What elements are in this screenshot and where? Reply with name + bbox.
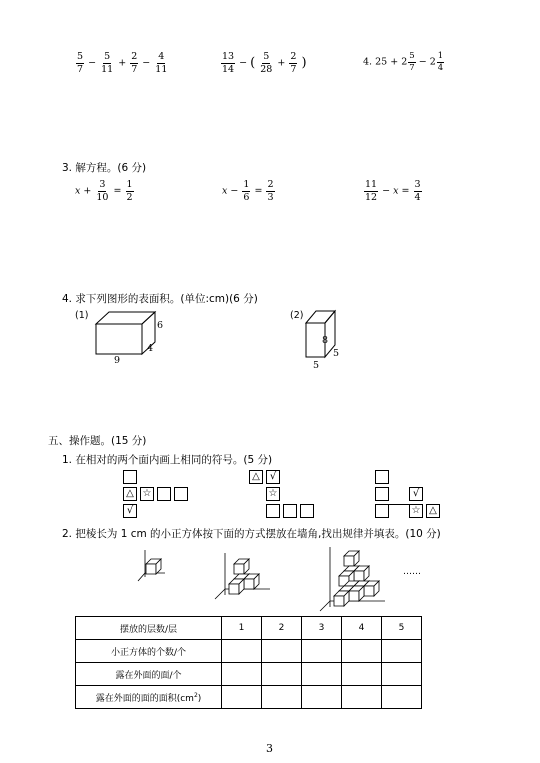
calc-expression-1: $\frac{5}{7}$ − $\frac{5}{11}$ + $\frac{2}{7}$ − $\frac{4}{11}$ (77, 51, 168, 75)
figure-1-width-label: 9 (114, 355, 121, 366)
operation-question-1-title: 1. 在相对的两个面内画上相同的符号。(5 分) (62, 454, 273, 466)
answer-cell[interactable] (302, 686, 342, 709)
equation-3: $\frac{11}{12}$ − x = $\frac{3}{4}$ (365, 179, 421, 203)
net-cell[interactable]: △ (426, 504, 440, 518)
section-5-title: 五、操作题。(15 分) (48, 435, 147, 447)
net-cell[interactable]: √ (266, 470, 280, 484)
cube-stack-figures (130, 545, 430, 615)
figure-1-height-label: 6 (157, 320, 164, 331)
answer-cell[interactable] (382, 686, 422, 709)
net-cell[interactable]: ☆ (140, 487, 154, 501)
net-cell (123, 470, 137, 484)
answer-cell[interactable] (262, 663, 302, 686)
net-cell[interactable]: √ (123, 504, 137, 518)
row-label: 小正方体的个数/个 (76, 640, 222, 663)
answer-cell[interactable] (342, 663, 382, 686)
table-header-cell: 2 (262, 617, 302, 640)
calc-expression-3: 4. 25 + 2 $\frac{5}{7}$ − 2 $\frac{1}{4}$ (363, 51, 444, 73)
net-cell[interactable] (266, 504, 280, 518)
net-cell[interactable] (174, 487, 188, 501)
table-row (76, 686, 422, 709)
answer-cell[interactable] (222, 640, 262, 663)
answer-cell[interactable] (382, 640, 422, 663)
net-cell[interactable] (375, 504, 389, 518)
net-cell[interactable] (300, 504, 314, 518)
net-cell[interactable] (375, 487, 389, 501)
calc-expression-2: $\frac{13}{14}$ − ( $\frac{5}{28}$ + $\frac{2}{7}$ ) (222, 51, 307, 75)
net-cell[interactable]: △ (123, 487, 137, 501)
row-label: 露在外面的面的面积$(cm^2)$ (76, 686, 222, 709)
figure-2-depth-label: 5 (333, 348, 340, 359)
cube-stack-1 (138, 550, 165, 581)
figure-1-label: (1) (75, 310, 89, 321)
equation-1: x + $\frac{3}{10}$ = $\frac{1}{2}$ (75, 179, 133, 203)
answer-cell[interactable] (342, 640, 382, 663)
table-header-cell: 摆放的层数/层 (76, 617, 222, 640)
equation-2: x − $\frac{1}{6}$ = $\frac{2}{3}$ (222, 179, 274, 203)
answer-cell[interactable] (302, 640, 342, 663)
continuation-ellipsis: …… (403, 567, 421, 577)
net-cell[interactable]: √ (409, 487, 423, 501)
question-4-title: 4. 求下列图形的表面积。(单位:cm)(6 分) (62, 293, 258, 305)
question-3-title: 3. 解方程。(6 分) (62, 162, 147, 174)
table-row (76, 617, 422, 640)
cube-stack-3 (320, 547, 385, 611)
cube-stack-2 (215, 553, 270, 599)
answer-cell[interactable] (342, 686, 382, 709)
figure-2-height-label: 8 (322, 335, 329, 346)
net-cell[interactable]: ☆ (409, 504, 423, 518)
pattern-table (75, 616, 422, 709)
net-cell[interactable] (157, 487, 171, 501)
table-header-cell: 3 (302, 617, 342, 640)
cuboid-figure-1 (90, 306, 170, 366)
operation-question-2-title: 2. 把棱长为 1 cm 的小正方体按下面的方式摆放在墙角,找出规律并填表。(10 分) (62, 528, 441, 540)
table-row (76, 640, 422, 663)
net-cell[interactable]: ☆ (266, 487, 280, 501)
figure-2-label: (2) (290, 310, 304, 321)
net-cell[interactable] (375, 470, 389, 484)
net-cell[interactable] (283, 504, 297, 518)
table-header-cell: 5 (382, 617, 422, 640)
answer-cell[interactable] (302, 663, 342, 686)
table-row (76, 663, 422, 686)
answer-cell[interactable] (262, 640, 302, 663)
figure-1-depth-label: 4 (147, 343, 154, 354)
page-number: 3 (266, 742, 273, 755)
table-header-cell: 1 (222, 617, 262, 640)
net-cell[interactable]: △ (249, 470, 263, 484)
answer-cell[interactable] (262, 686, 302, 709)
row-label: 露在外面的面/个 (76, 663, 222, 686)
figure-2-width-label: 5 (313, 360, 320, 371)
answer-cell[interactable] (222, 663, 262, 686)
answer-cell[interactable] (222, 686, 262, 709)
answer-cell[interactable] (382, 663, 422, 686)
net-connector (388, 504, 410, 505)
table-header-cell: 4 (342, 617, 382, 640)
